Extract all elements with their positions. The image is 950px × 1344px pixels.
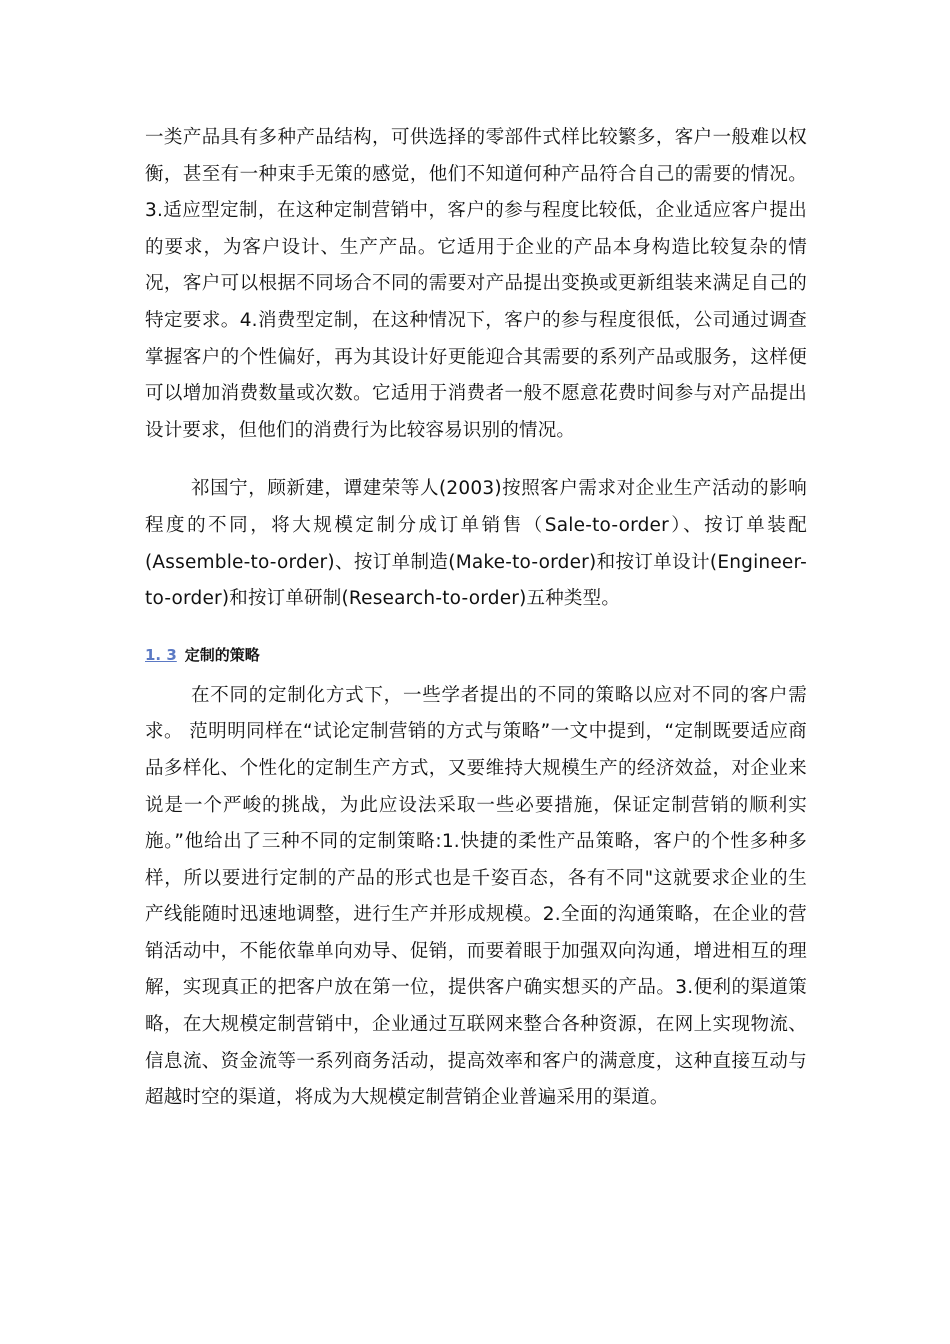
section-heading [145, 642, 807, 668]
body-paragraph-1: 一类产品具有多种产品结构，可供选择的零部件式样比较繁多，客户一般难以权衡，甚至有一种束手无策的感觉，他们不知道何种产品符合自己的需要的情况。3.适应型定制，在这种定制营销中，客户的参与程度比较低，企业适应客户提出的要求，为客户设计、生产产品。它适用于企业的产品本身构造比较复杂的情况，客户可以根据不同场合不同的需要对产品提出变换或更新组装来满足自己的特定要求。4.消费型定制，在这种情况下，客户的参与程度很低，公司通过调查掌握客户的个性偏好，再为其设计好更能迎合其需要的系列产品或服务，这样便可以增加消费数量或次数。它适用于消费者一般不愿意花费时间参与对产品提出设计要求，但他们的消费行为比较容易识别的情况。 [145, 127, 807, 441]
section-number-link[interactable]: 1. 3 [145, 645, 177, 664]
body-paragraph-3: 在不同的定制化方式下，一些学者提出的不同的策略以应对不同的客户需求。 范明明同样在“试论定制营销的方式与策略”一文中提到，“定制既要适应商品多样化、个性化的定制生产方式，又要维持大规模生产的经济效益，对企业来说是一个严峻的挑战，为此应设法采取一些必要措施，保证定制营销的顺利实施。”他给出了三种不同的定制策略:1.快捷的柔性产品策略，客户的个性多种多样，所以要进行定制的产品的形式也是千姿百态，各有不同"这就要求企业的生产线能随时迅速地调整，进行生产并形成规模。2.全面的沟通策略，在企业的营销活动中，不能依靠单向劝导、促销，而要着眼于加强双向沟通，增进相互的理解，实现真正的把客户放在第一位，提供客户确实想买的产品。3.便利的渠道策略，在大规模定制营销中，企业通过互联网来整合各种资源，在网上实现物流、信息流、资金流等一系列商务活动，提高效率和客户的满意度，这种直接互动与超越时空的渠道，将成为大规模定制营销企业普遍采用的渠道。 [145, 684, 807, 1109]
paragraph-spacer [145, 449, 807, 471]
body-paragraph-2: 祁国宁，顾新建，谭建荣等人(2003)按照客户需求对企业生产活动的影响程度的不同，将大规模定制分成订单销售（Sale-to-order）、按订单装配(Assemble-to-order)、按订单制造(Make-to-order)和按订单设计(Engineer-to-order)和按订单研制(Research-to-order)五种类型。 [145, 478, 807, 610]
document-page [145, 120, 807, 1117]
section-spacer [145, 618, 807, 642]
heading-spacer [145, 668, 807, 678]
section-title: 定制的策略 [184, 645, 260, 664]
